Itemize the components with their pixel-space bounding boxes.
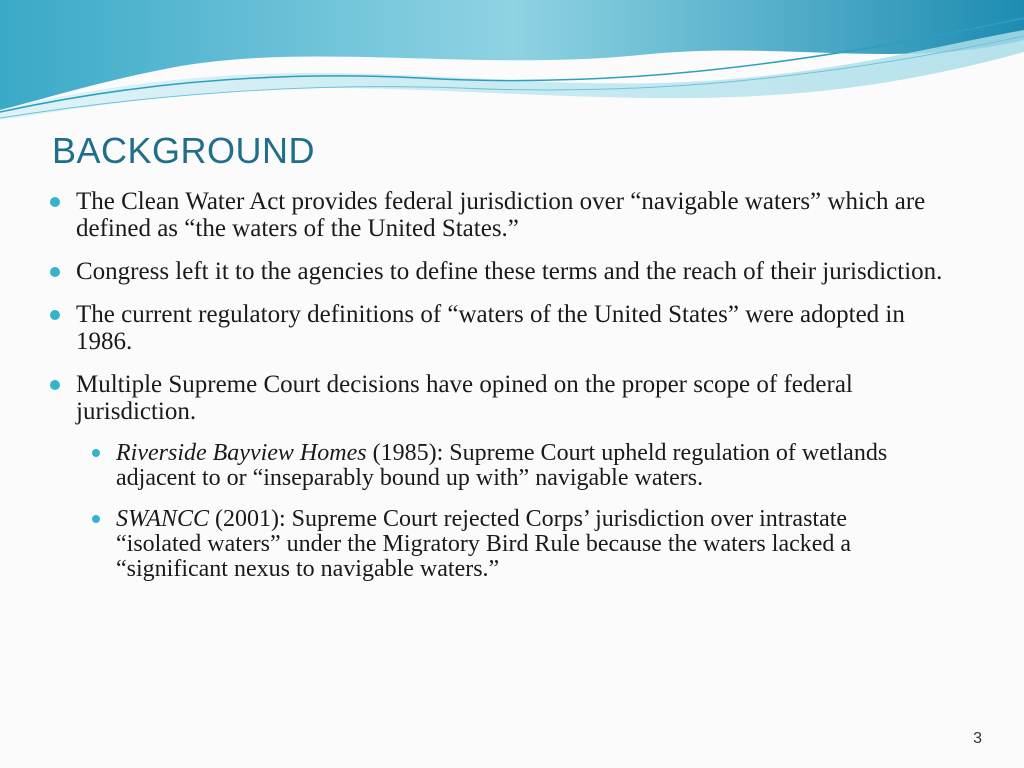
header-wave-decoration: [0, 0, 1024, 130]
sub-bullet-text: (2001): Supreme Court rejected Corps’ jurisdiction over intrastate “isolated waters” under the Migratory Bird Rule because the waters lacked a “significant nexus to navigable waters.”: [116, 506, 852, 582]
bullet-item: [46, 258, 966, 285]
sub-bullet-text: (1985): Supreme Court upheld regulation of wetlands adjacent to or “inseparably bound up with” navigable waters.: [116, 440, 888, 491]
bullet-text: Congress left it to the agencies to define these terms and the reach of their jurisdiction.: [76, 258, 943, 285]
case-name: SWANCC: [116, 506, 209, 532]
bullet-item: [46, 371, 966, 425]
sub-bullet-item: [90, 507, 936, 582]
bullet-item: [46, 301, 966, 355]
slide-content: [46, 188, 966, 598]
sub-bullet-dot-icon: [92, 449, 100, 457]
sub-bullet-item: [90, 441, 936, 491]
bullet-dot-icon: [50, 310, 60, 320]
page-number: 3: [973, 730, 982, 747]
bullet-item: [46, 188, 966, 242]
sub-bullet-dot-icon: [92, 515, 100, 523]
bullet-text: The Clean Water Act provides federal jurisdiction over “navigable waters” which are defined as “the waters of the United States.”: [76, 188, 926, 242]
bullet-text: The current regulatory definitions of “waters of the United States” were adopted in 1986.: [76, 301, 905, 355]
bullet-dot-icon: [50, 267, 60, 277]
bullet-text: Multiple Supreme Court decisions have opined on the proper scope of federal jurisdiction.: [76, 371, 853, 425]
bullet-dot-icon: [50, 197, 60, 207]
case-name: Riverside Bayview Homes: [116, 440, 367, 466]
bullet-dot-icon: [50, 380, 60, 390]
slide-title: BACKGROUND: [52, 130, 316, 171]
